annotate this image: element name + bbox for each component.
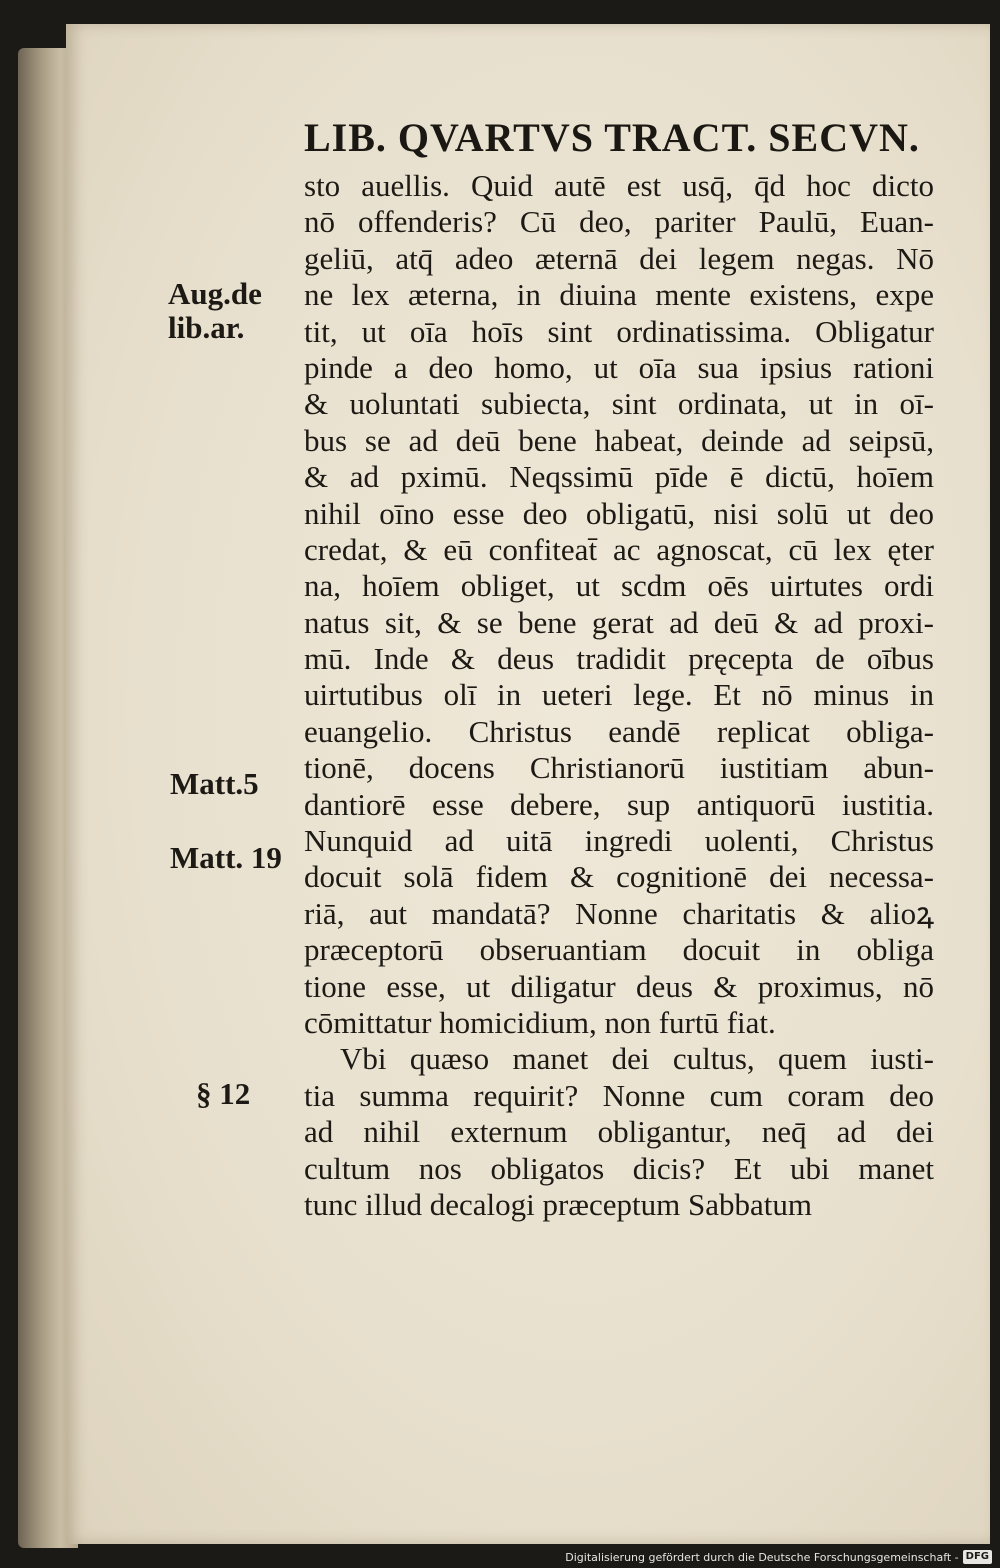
text-line: dantiorē esse debere, sup antiquorū iustitia. — [304, 786, 934, 822]
text-line: & ad pximū. Neqssimū pīde ē dictū, hoīem — [304, 459, 934, 495]
text-line: præceptorū obseruantiam docuit in obliga — [304, 932, 934, 968]
text-line: ad nihil externum obligantur, neq̄ ad dei — [304, 1114, 934, 1150]
text-line: ne lex æterna, in diuina mente existens, expe — [304, 277, 934, 313]
margin-note-section: § 12 — [196, 1076, 251, 1111]
text-line: tunc illud decalogi præceptum Sabbatum — [304, 1186, 812, 1222]
footer-credit-text: Digitalisierung gefördert durch die Deutsche Forschungsgemeinschaft - — [565, 1550, 959, 1564]
text-line: uirtutibus olī in ueteri lege. Et nō minus in — [304, 677, 934, 713]
text-line: Nunquid ad uitā ingredi uolenti, Christus — [304, 823, 934, 859]
text-line: sto auellis. Quid autē est usq̄, q̄d hoc dicto — [304, 168, 934, 203]
text-line: natus sit, & se bene gerat ad deū & ad proxi- — [304, 604, 934, 640]
text-line: docuit solā fidem & cognitionē dei necessa- — [304, 859, 934, 895]
text-line: credat, & eū confiteat̄ ac agnoscat, cū lex ęter — [304, 531, 934, 567]
text-line: pinde a deo homo, ut oīa sua ipsius rationi — [304, 349, 934, 385]
footer-credit — [565, 1548, 992, 1566]
text-line: & uoluntati subiecta, sint ordinata, ut in oī- — [304, 386, 934, 422]
text-line: geliū, atq̄ adeo æternā dei legem negas. Nō — [304, 240, 934, 276]
margin-note-matt19: Matt. 19 — [170, 840, 282, 875]
text-line: Vbi quæso manet dei cultus, quem iusti- — [340, 1041, 934, 1077]
text-line: cultum nos obligatos dicis? Et ubi manet — [304, 1150, 934, 1186]
dfg-logo: DFG — [963, 1550, 992, 1564]
running-title: LIB. QVARTVS TRACT. SECVN. — [304, 115, 920, 160]
text-line: bus se ad deū bene habeat, deinde ad seipsū, — [304, 422, 934, 458]
body-text — [304, 168, 934, 1223]
text-line: cōmittatur homicidium, non furtū fiat. — [304, 1004, 776, 1040]
text-line: tionē, docens Christianorū iustitiam abun- — [304, 750, 934, 786]
margin-note-matt5: Matt.5 — [170, 766, 259, 801]
margin-note-aug-2: lib.ar. — [168, 310, 245, 345]
text-line: mū. Inde & deus tradidit pręcepta de oībus — [304, 641, 934, 677]
text-line: nō offenderis? Cū deo, pariter Paulū, Euan- — [304, 204, 934, 240]
text-line: riā, aut mandatā? Nonne charitatis & alioꝝ — [304, 895, 934, 931]
text-line: tit, ut oīa hoīs sint ordinatissima. Obligatur — [304, 313, 934, 349]
margin-note-aug-1: Aug.de — [168, 276, 262, 311]
text-line: tia summa requirit? Nonne cum coram deo — [304, 1077, 934, 1113]
text-line: nihil oīno esse deo obligatū, nisi solū ut deo — [304, 495, 934, 531]
text-line: na, hoīem obliget, ut scdm oēs uirtutes ordi — [304, 568, 934, 604]
text-line: euangelio. Christus eandē replicat obliga- — [304, 713, 934, 749]
text-line: tione esse, ut diligatur deus & proximus, nō — [304, 968, 934, 1004]
